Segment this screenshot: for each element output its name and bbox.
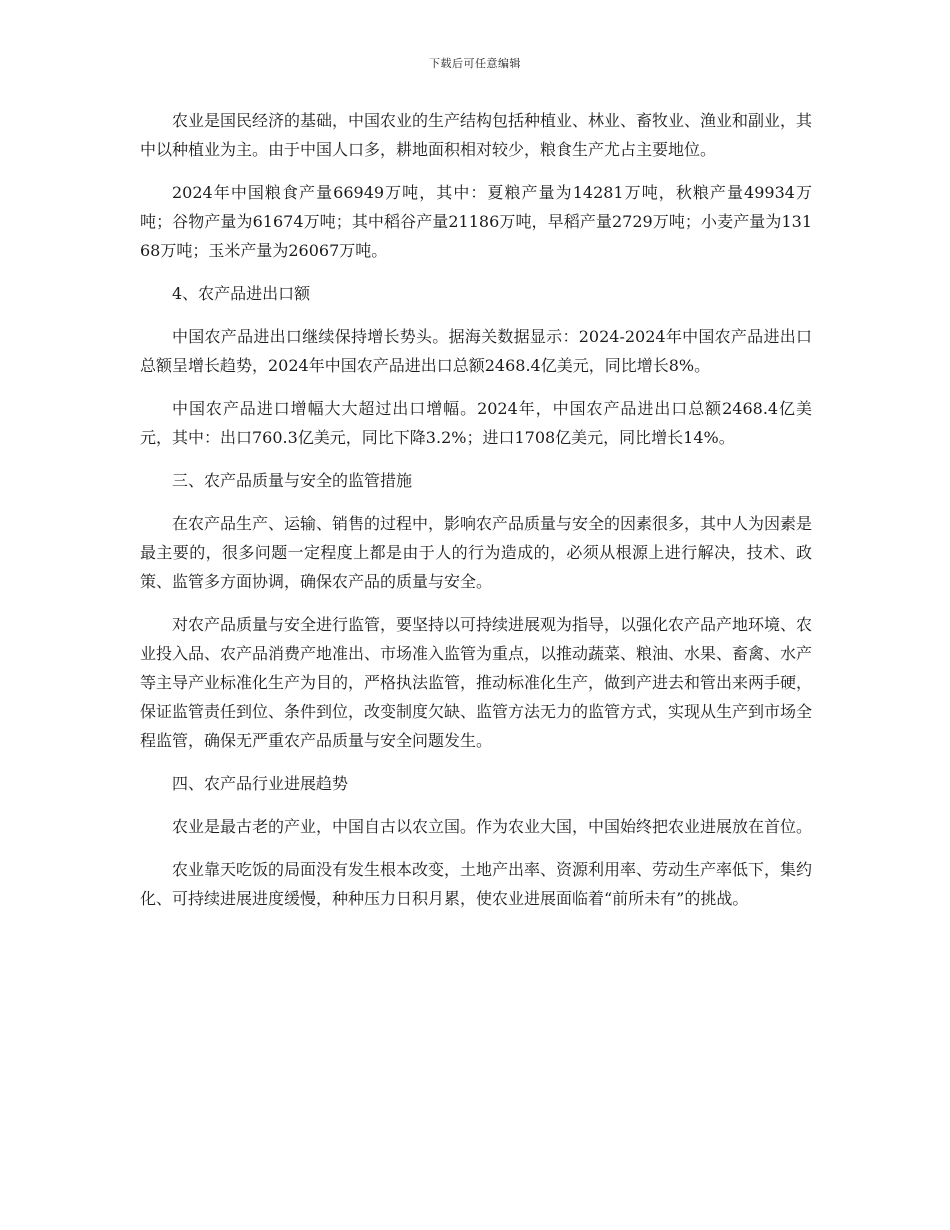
section-heading-quality-safety: 三、农产品质量与安全的监管措施 — [172, 471, 413, 490]
section-heading-industry-trend: 四、农产品行业进展趋势 — [172, 774, 349, 793]
section-heading-trade-volume: 4、农产品进出口额 — [172, 284, 311, 303]
paragraph-trade-growth: 中国农产品进出口继续保持增长势头。据海关数据显示：2024-2024年中国农产品进出口总额呈增长趋势，2024年中国农产品进出口总额2468.4亿美元，同比增长8%。 — [140, 327, 812, 375]
paragraph-ancient-industry: 农业是最古老的产业，中国自古以农立国。作为农业大国，中国始终把农业进展放在首位。 — [172, 817, 813, 836]
paragraph-supervision-measures: 对农产品质量与安全进行监管，要坚持以可持续进展观为指导，以强化农产品产地环境、农业投入品、农产品消费产地准出、市场准入监管为重点，以推动蔬菜、粮油、水果、畜禽、水产等主导产业标准化生产为目的，严格执法监管，推动标准化生产，做到产进去和管出来两手硬，保证监管责任到位、条件到位，改变制度欠缺、监管方法无力的监管方式，实现从生产到市场全程监管，确保无严重农产品质量与安全问题发生。 — [140, 615, 813, 750]
paragraph-import-export: 中国农产品进口增幅大大超过出口增幅。2024年，中国农产品进出口总额2468.4亿美元，其中：出口760.3亿美元，同比下降3.2%；进口1708亿美元，同比增长14%。 — [140, 399, 812, 447]
document-body — [140, 106, 812, 927]
paragraph-agriculture-intro: 农业是国民经济的基础，中国农业的生产结构包括种植业、林业、畜牧业、渔业和副业，其中以种植业为主。由于中国人口多，耕地面积相对较少，粮食生产尤占主要地位。 — [140, 111, 813, 159]
paragraph-grain-output: 2024年中国粮食产量66949万吨，其中：夏粮产量为14281万吨，秋粮产量49934万吨；谷物产量为61674万吨；其中稻谷产量21186万吨，早稻产量2729万吨；小麦产量为13168万吨；玉米产量为26067万吨。 — [140, 183, 812, 260]
page-header-note: 下载后可任意编辑 — [429, 57, 521, 70]
paragraph-quality-factors: 在农产品生产、运输、销售的过程中，影响农产品质量与安全的因素很多，其中人为因素是最主要的，很多问题一定程度上都是由于人的行为造成的，必须从根源上进行解决，技术、政策、监管多方面协调，确保农产品的质量与安全。 — [140, 514, 813, 591]
paragraph-challenges: 农业靠天吃饭的局面没有发生根本改变，土地产出率、资源利用率、劳动生产率低下，集约化、可持续进展进度缓慢，种种压力日积月累，使农业进展面临着“前所未有”的挑战。 — [140, 860, 813, 908]
